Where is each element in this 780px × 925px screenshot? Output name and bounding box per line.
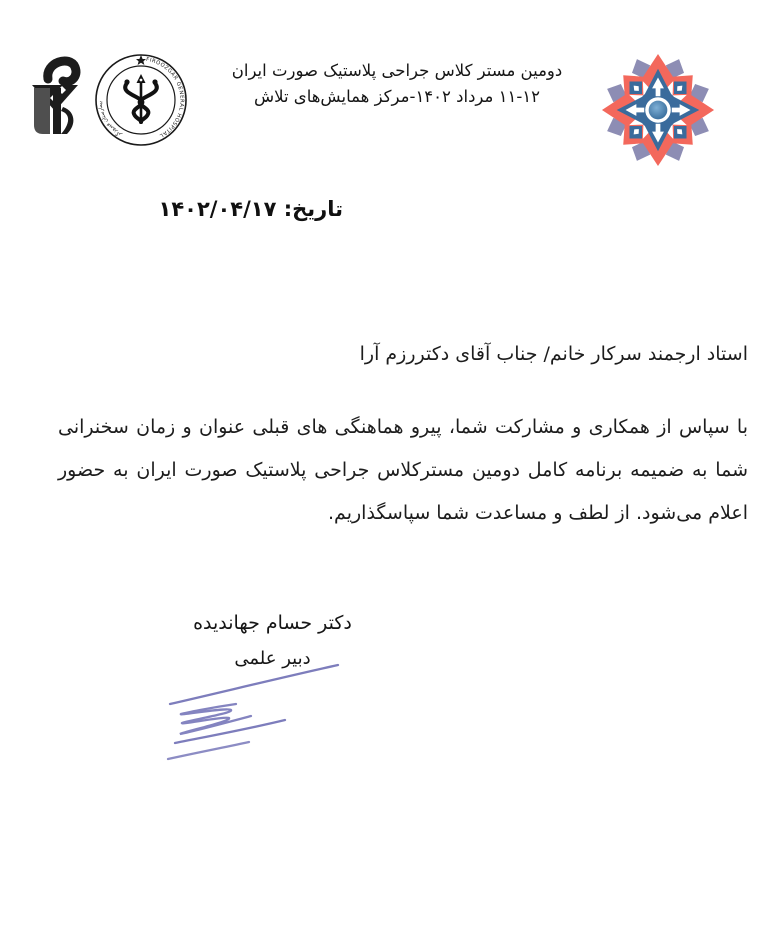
salutation: استاد ارجمند سرکار خانم/ جناب آقای دکتررزم آرا xyxy=(359,343,748,365)
letter-body-paragraph: با سپاس از همکاری و مشارکت شما، پیرو هماهنگی های قبلی عنوان و زمان سخنرانی شما به ضمیمه برنامه کامل دومین مسترکلاس جراحی پلاستیک صورت ایران به حضور اعلام می‌شود. از لطف و مساعدت شما سپاسگذاریم. xyxy=(58,416,748,524)
date-label: تاریخ: xyxy=(283,197,343,221)
congress-title-line2: ۱۱-۱۲ مرداد ۱۴۰۲-مرکز همایش‌های تلاش xyxy=(253,87,541,106)
congress-flower-logo-icon xyxy=(599,51,717,169)
signatory-title: دبیر علمی xyxy=(234,648,311,669)
signatory-name: دکتر حسام جهاندیده xyxy=(193,612,352,634)
date-line xyxy=(159,197,343,221)
congress-title-line1: دومین مستر کلاس جراحی پلاستیک صورت ایران xyxy=(231,61,563,80)
society-logo-icon xyxy=(20,52,82,134)
hospital-seal-icon xyxy=(93,47,189,153)
svg-text:بیمارستان فیروزگر: بیمارستان فیروزگر xyxy=(97,100,123,139)
handwritten-signature-icon xyxy=(148,652,360,770)
congress-header xyxy=(217,58,577,110)
seal-arc-text: FIROOZGAR GENERAL HOSPITAL xyxy=(145,56,185,139)
date-value: ۱۴۰۲/۰۴/۱۷ xyxy=(158,197,277,221)
